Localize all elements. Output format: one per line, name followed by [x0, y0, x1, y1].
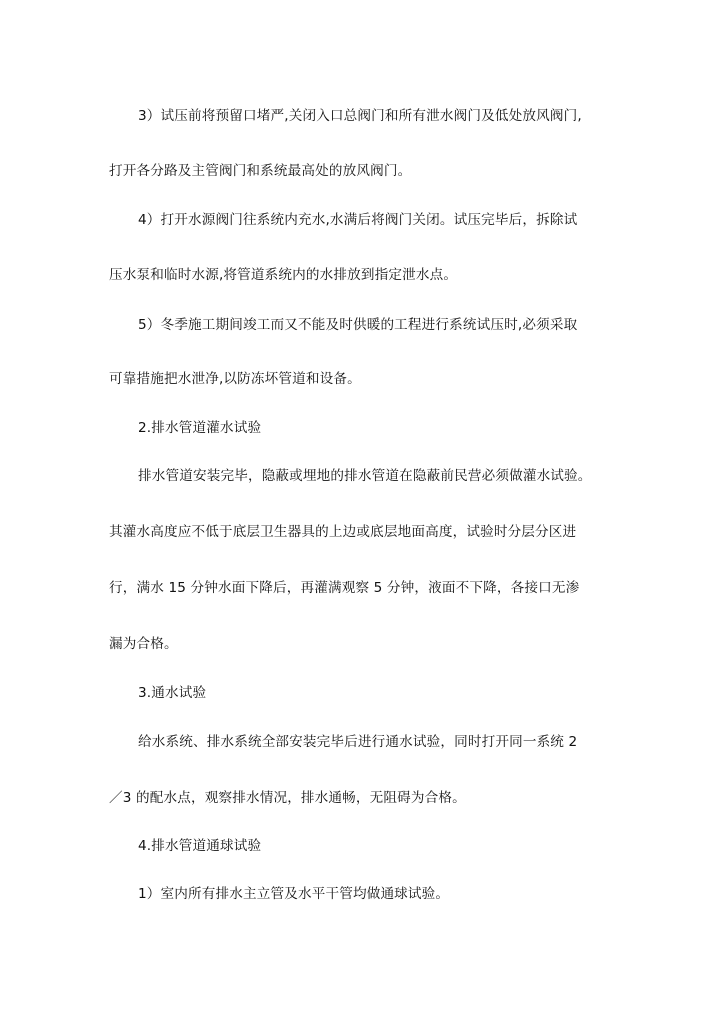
paragraph-line: 给水系统、排水系统全部安装完毕后进行通水试验，同时打开同一系统 2: [138, 734, 578, 750]
paragraph-line: 3）试压前将预留口堵严,关闭入口总阀门和所有泄水阀门及低处放风阀门,: [138, 108, 582, 124]
paragraph-line: 1）室内所有排水主立管及水平干管均做通球试验。: [138, 886, 450, 902]
section-heading: 2.排水管道灌水试验: [138, 420, 262, 436]
paragraph-line: 可靠措施把水泄净,以防冻坏管道和设备。: [109, 371, 361, 387]
paragraph-line: 行，满水 15 分钟水面下降后，再灌满观察 5 分钟，液面不下降，各接口无渗: [109, 580, 580, 596]
section-heading: 3.通水试验: [138, 685, 207, 701]
paragraph-line: 打开各分路及主管阀门和系统最高处的放风阀门。: [109, 163, 412, 179]
paragraph-line: ／3 的配水点，观察排水情况，排水通畅，无阻碍为合格。: [109, 790, 466, 806]
paragraph-line: 4）打开水源阀门往系统内充水,水满后将阀门关闭。试压完毕后，拆除试: [138, 212, 578, 228]
paragraph-line: 排水管道安装完毕，隐蔽或埋地的排水管道在隐蔽前民营必须做灌水试验。: [138, 468, 592, 484]
paragraph-line: 5）冬季施工期间竣工而又不能及时供暖的工程进行系统试压时,必须采取: [138, 317, 578, 333]
paragraph-line: 漏为合格。: [109, 636, 178, 652]
section-heading: 4.排水管道通球试验: [138, 838, 262, 854]
paragraph-line: 压水泵和临时水源,将管道系统内的水排放到指定泄水点。: [109, 267, 458, 283]
paragraph-line: 其灌水高度应不低于底层卫生器具的上边或底层地面高度，试验时分层分区进: [109, 524, 577, 540]
